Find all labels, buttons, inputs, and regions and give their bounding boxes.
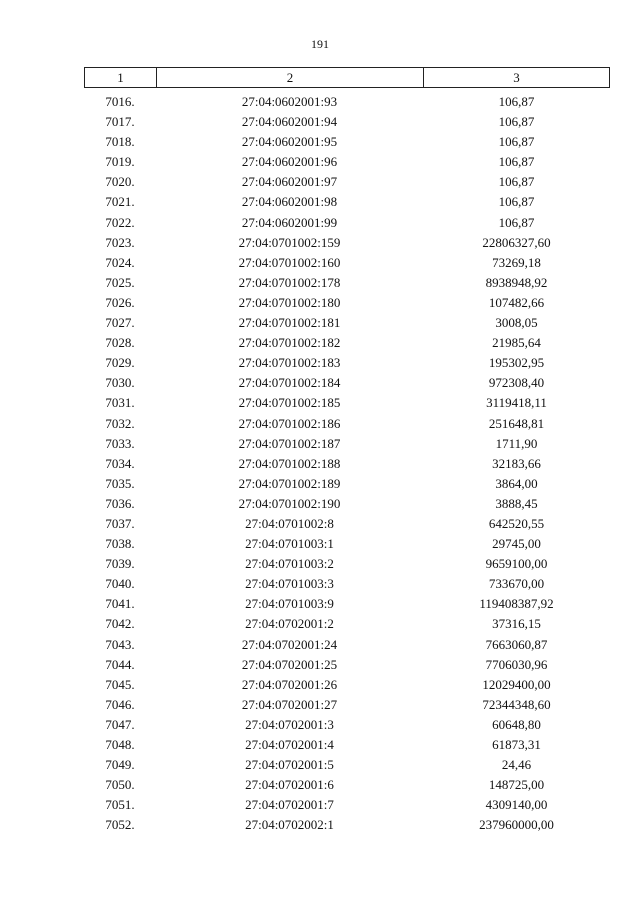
row-number: 7047. bbox=[105, 716, 135, 732]
cadastral-number: 27:04:0602001:95 bbox=[241, 134, 338, 150]
row-number: 7040. bbox=[105, 576, 135, 592]
cadastral-number: 27:04:0602001:97 bbox=[241, 174, 338, 190]
table-row bbox=[84, 775, 610, 795]
row-number: 7022. bbox=[105, 214, 135, 230]
cadastral-number: 27:04:0701002:183 bbox=[238, 355, 341, 371]
cadastral-number: 27:04:0602001:94 bbox=[241, 114, 338, 130]
cadastral-number: 27:04:0701002:185 bbox=[238, 395, 341, 411]
row-number: 7049. bbox=[105, 757, 135, 773]
table-row bbox=[84, 434, 610, 454]
cadastral-number: 27:04:0702001:7 bbox=[245, 797, 334, 813]
column-header-1: 1 bbox=[85, 68, 157, 87]
cadastral-number: 27:04:0602001:93 bbox=[241, 94, 338, 109]
value: 37316,15 bbox=[492, 616, 541, 632]
row-number: 7030. bbox=[105, 375, 135, 391]
cadastral-number: 27:04:0702001:5 bbox=[245, 757, 334, 773]
table-row bbox=[84, 192, 610, 212]
table-row bbox=[84, 554, 610, 574]
cadastral-number: 27:04:0702002:1 bbox=[245, 817, 334, 833]
value: 61873,31 bbox=[492, 737, 541, 752]
cadastral-number: 27:04:0701003:3 bbox=[245, 576, 334, 592]
table-body bbox=[84, 92, 610, 835]
value: 32183,66 bbox=[492, 455, 541, 471]
row-number: 7048. bbox=[105, 737, 135, 752]
value: 8938948,92 bbox=[485, 274, 548, 290]
row-number: 7052. bbox=[105, 817, 135, 833]
row-number: 7042. bbox=[105, 616, 135, 632]
value: 29745,00 bbox=[492, 536, 541, 552]
value: 237960000,00 bbox=[479, 817, 554, 833]
table-header bbox=[84, 67, 610, 88]
row-number: 7023. bbox=[105, 234, 135, 250]
table-row bbox=[84, 494, 610, 514]
row-number: 7020. bbox=[105, 174, 135, 190]
value: 119408387,92 bbox=[479, 596, 554, 612]
row-number: 7037. bbox=[105, 515, 135, 531]
table-row bbox=[84, 414, 610, 434]
column-header-2: 2 bbox=[157, 68, 424, 87]
cadastral-number: 27:04:0701002:8 bbox=[245, 515, 334, 531]
row-number: 7027. bbox=[105, 315, 135, 331]
value: 9659100,00 bbox=[485, 556, 548, 572]
table-row bbox=[84, 373, 610, 393]
cadastral-number: 27:04:0701002:160 bbox=[238, 254, 341, 270]
cadastral-number: 27:04:0701002:188 bbox=[238, 455, 341, 471]
page-number: 191 bbox=[311, 37, 329, 51]
row-number: 7033. bbox=[105, 435, 135, 451]
value: 195302,95 bbox=[488, 355, 545, 371]
value: 106,87 bbox=[498, 194, 535, 210]
table-row bbox=[84, 795, 610, 815]
row-number: 7051. bbox=[105, 797, 135, 813]
row-number: 7041. bbox=[105, 596, 135, 612]
table-row bbox=[84, 715, 610, 735]
value: 3119418,11 bbox=[486, 395, 547, 411]
cadastral-number: 27:04:0701002:189 bbox=[238, 475, 341, 491]
table-row bbox=[84, 815, 610, 835]
cadastral-number: 27:04:0602001:99 bbox=[241, 214, 338, 230]
value: 972308,40 bbox=[488, 375, 545, 391]
row-number: 7028. bbox=[105, 335, 135, 351]
value: 60648,80 bbox=[492, 716, 541, 732]
row-number: 7050. bbox=[105, 777, 135, 793]
table-row bbox=[84, 594, 610, 614]
value: 733670,00 bbox=[488, 576, 545, 592]
value: 4309140,00 bbox=[485, 797, 548, 813]
value: 1711,90 bbox=[495, 435, 538, 451]
cadastral-number: 27:04:0602001:98 bbox=[241, 194, 338, 210]
row-number: 7024. bbox=[105, 254, 135, 270]
value: 7663060,87 bbox=[485, 636, 548, 652]
table-row bbox=[84, 393, 610, 413]
table-row bbox=[84, 675, 610, 695]
value: 73269,18 bbox=[492, 254, 541, 270]
value: 72344348,60 bbox=[482, 696, 551, 712]
row-number: 7035. bbox=[105, 475, 135, 491]
table-row bbox=[84, 614, 610, 634]
row-number: 7046. bbox=[105, 696, 135, 712]
cadastral-number: 27:04:0602001:96 bbox=[241, 154, 338, 170]
column-header-3: 3 bbox=[513, 70, 520, 85]
table-row bbox=[84, 333, 610, 353]
cadastral-number: 27:04:0701002:178 bbox=[238, 274, 341, 290]
value: 21985,64 bbox=[492, 335, 541, 351]
table-row bbox=[84, 353, 610, 373]
row-number: 7019. bbox=[105, 154, 135, 170]
table-row bbox=[84, 454, 610, 474]
value: 3888,45 bbox=[495, 495, 538, 511]
value: 106,87 bbox=[498, 174, 535, 190]
value: 24,46 bbox=[501, 757, 532, 773]
row-number: 7044. bbox=[105, 656, 135, 672]
table-row bbox=[84, 273, 610, 293]
table-row bbox=[84, 735, 610, 755]
table-row bbox=[84, 132, 610, 152]
value: 251648,81 bbox=[488, 415, 545, 431]
table-row bbox=[84, 253, 610, 273]
cadastral-number: 27:04:0702001:25 bbox=[241, 656, 338, 672]
row-number: 7043. bbox=[105, 636, 135, 652]
table-row bbox=[84, 233, 610, 253]
value: 106,87 bbox=[498, 154, 535, 170]
table-row bbox=[84, 655, 610, 675]
table-row bbox=[84, 152, 610, 172]
cadastral-number: 27:04:0702001:6 bbox=[245, 777, 334, 793]
row-number: 7025. bbox=[105, 274, 135, 290]
value: 12029400,00 bbox=[482, 676, 551, 692]
cadastral-number: 27:04:0701002:181 bbox=[238, 315, 341, 331]
value: 107482,66 bbox=[488, 294, 545, 310]
value: 148725,00 bbox=[488, 777, 545, 793]
value: 22806327,60 bbox=[482, 234, 551, 250]
table-row bbox=[84, 313, 610, 333]
value: 106,87 bbox=[498, 94, 535, 109]
table-row bbox=[84, 514, 610, 534]
row-number: 7036. bbox=[105, 495, 135, 511]
row-number: 7017. bbox=[105, 114, 135, 130]
value: 106,87 bbox=[498, 214, 535, 230]
table-row bbox=[84, 635, 610, 655]
table-row bbox=[84, 695, 610, 715]
row-number: 7032. bbox=[105, 415, 135, 431]
row-number: 7021. bbox=[105, 194, 135, 210]
value: 106,87 bbox=[498, 114, 535, 130]
cadastral-number: 27:04:0702001:2 bbox=[245, 616, 334, 632]
value: 3864,00 bbox=[495, 475, 538, 491]
cadastral-number: 27:04:0701002:184 bbox=[238, 375, 341, 391]
table-row bbox=[84, 112, 610, 132]
cadastral-number: 27:04:0701002:186 bbox=[238, 415, 341, 431]
cadastral-number: 27:04:0701003:1 bbox=[245, 536, 334, 552]
row-number: 7018. bbox=[105, 134, 135, 150]
cadastral-number: 27:04:0702001:26 bbox=[241, 676, 338, 692]
table-row bbox=[84, 293, 610, 313]
row-number: 7031. bbox=[105, 395, 135, 411]
cadastral-number: 27:04:0702001:4 bbox=[245, 737, 334, 752]
table-row bbox=[84, 755, 610, 775]
row-number: 7034. bbox=[105, 455, 135, 471]
row-number: 7016. bbox=[105, 94, 135, 109]
table-row bbox=[84, 574, 610, 594]
row-number: 7038. bbox=[105, 536, 135, 552]
cadastral-number: 27:04:0702001:3 bbox=[245, 716, 334, 732]
cadastral-number: 27:04:0701002:159 bbox=[238, 234, 341, 250]
table-row bbox=[84, 92, 610, 112]
value: 7706030,96 bbox=[485, 656, 548, 672]
cadastral-number: 27:04:0702001:24 bbox=[241, 636, 338, 652]
row-number: 7045. bbox=[105, 676, 135, 692]
cadastral-number: 27:04:0701002:190 bbox=[238, 495, 341, 511]
value: 3008,05 bbox=[495, 315, 538, 331]
table-row bbox=[84, 474, 610, 494]
table-row bbox=[84, 172, 610, 192]
cadastral-number: 27:04:0701002:180 bbox=[238, 294, 341, 310]
cadastral-number: 27:04:0701002:182 bbox=[238, 335, 341, 351]
cadastral-number: 27:04:0701003:9 bbox=[245, 596, 334, 612]
cadastral-number: 27:04:0701003:2 bbox=[245, 556, 334, 572]
cadastral-number: 27:04:0702001:27 bbox=[241, 696, 338, 712]
value: 642520,55 bbox=[488, 515, 545, 531]
table-row bbox=[84, 534, 610, 554]
value: 106,87 bbox=[498, 134, 535, 150]
table-row bbox=[84, 213, 610, 233]
row-number: 7039. bbox=[105, 556, 135, 572]
row-number: 7026. bbox=[105, 294, 135, 310]
row-number: 7029. bbox=[105, 355, 135, 371]
cadastral-number: 27:04:0701002:187 bbox=[238, 435, 341, 451]
